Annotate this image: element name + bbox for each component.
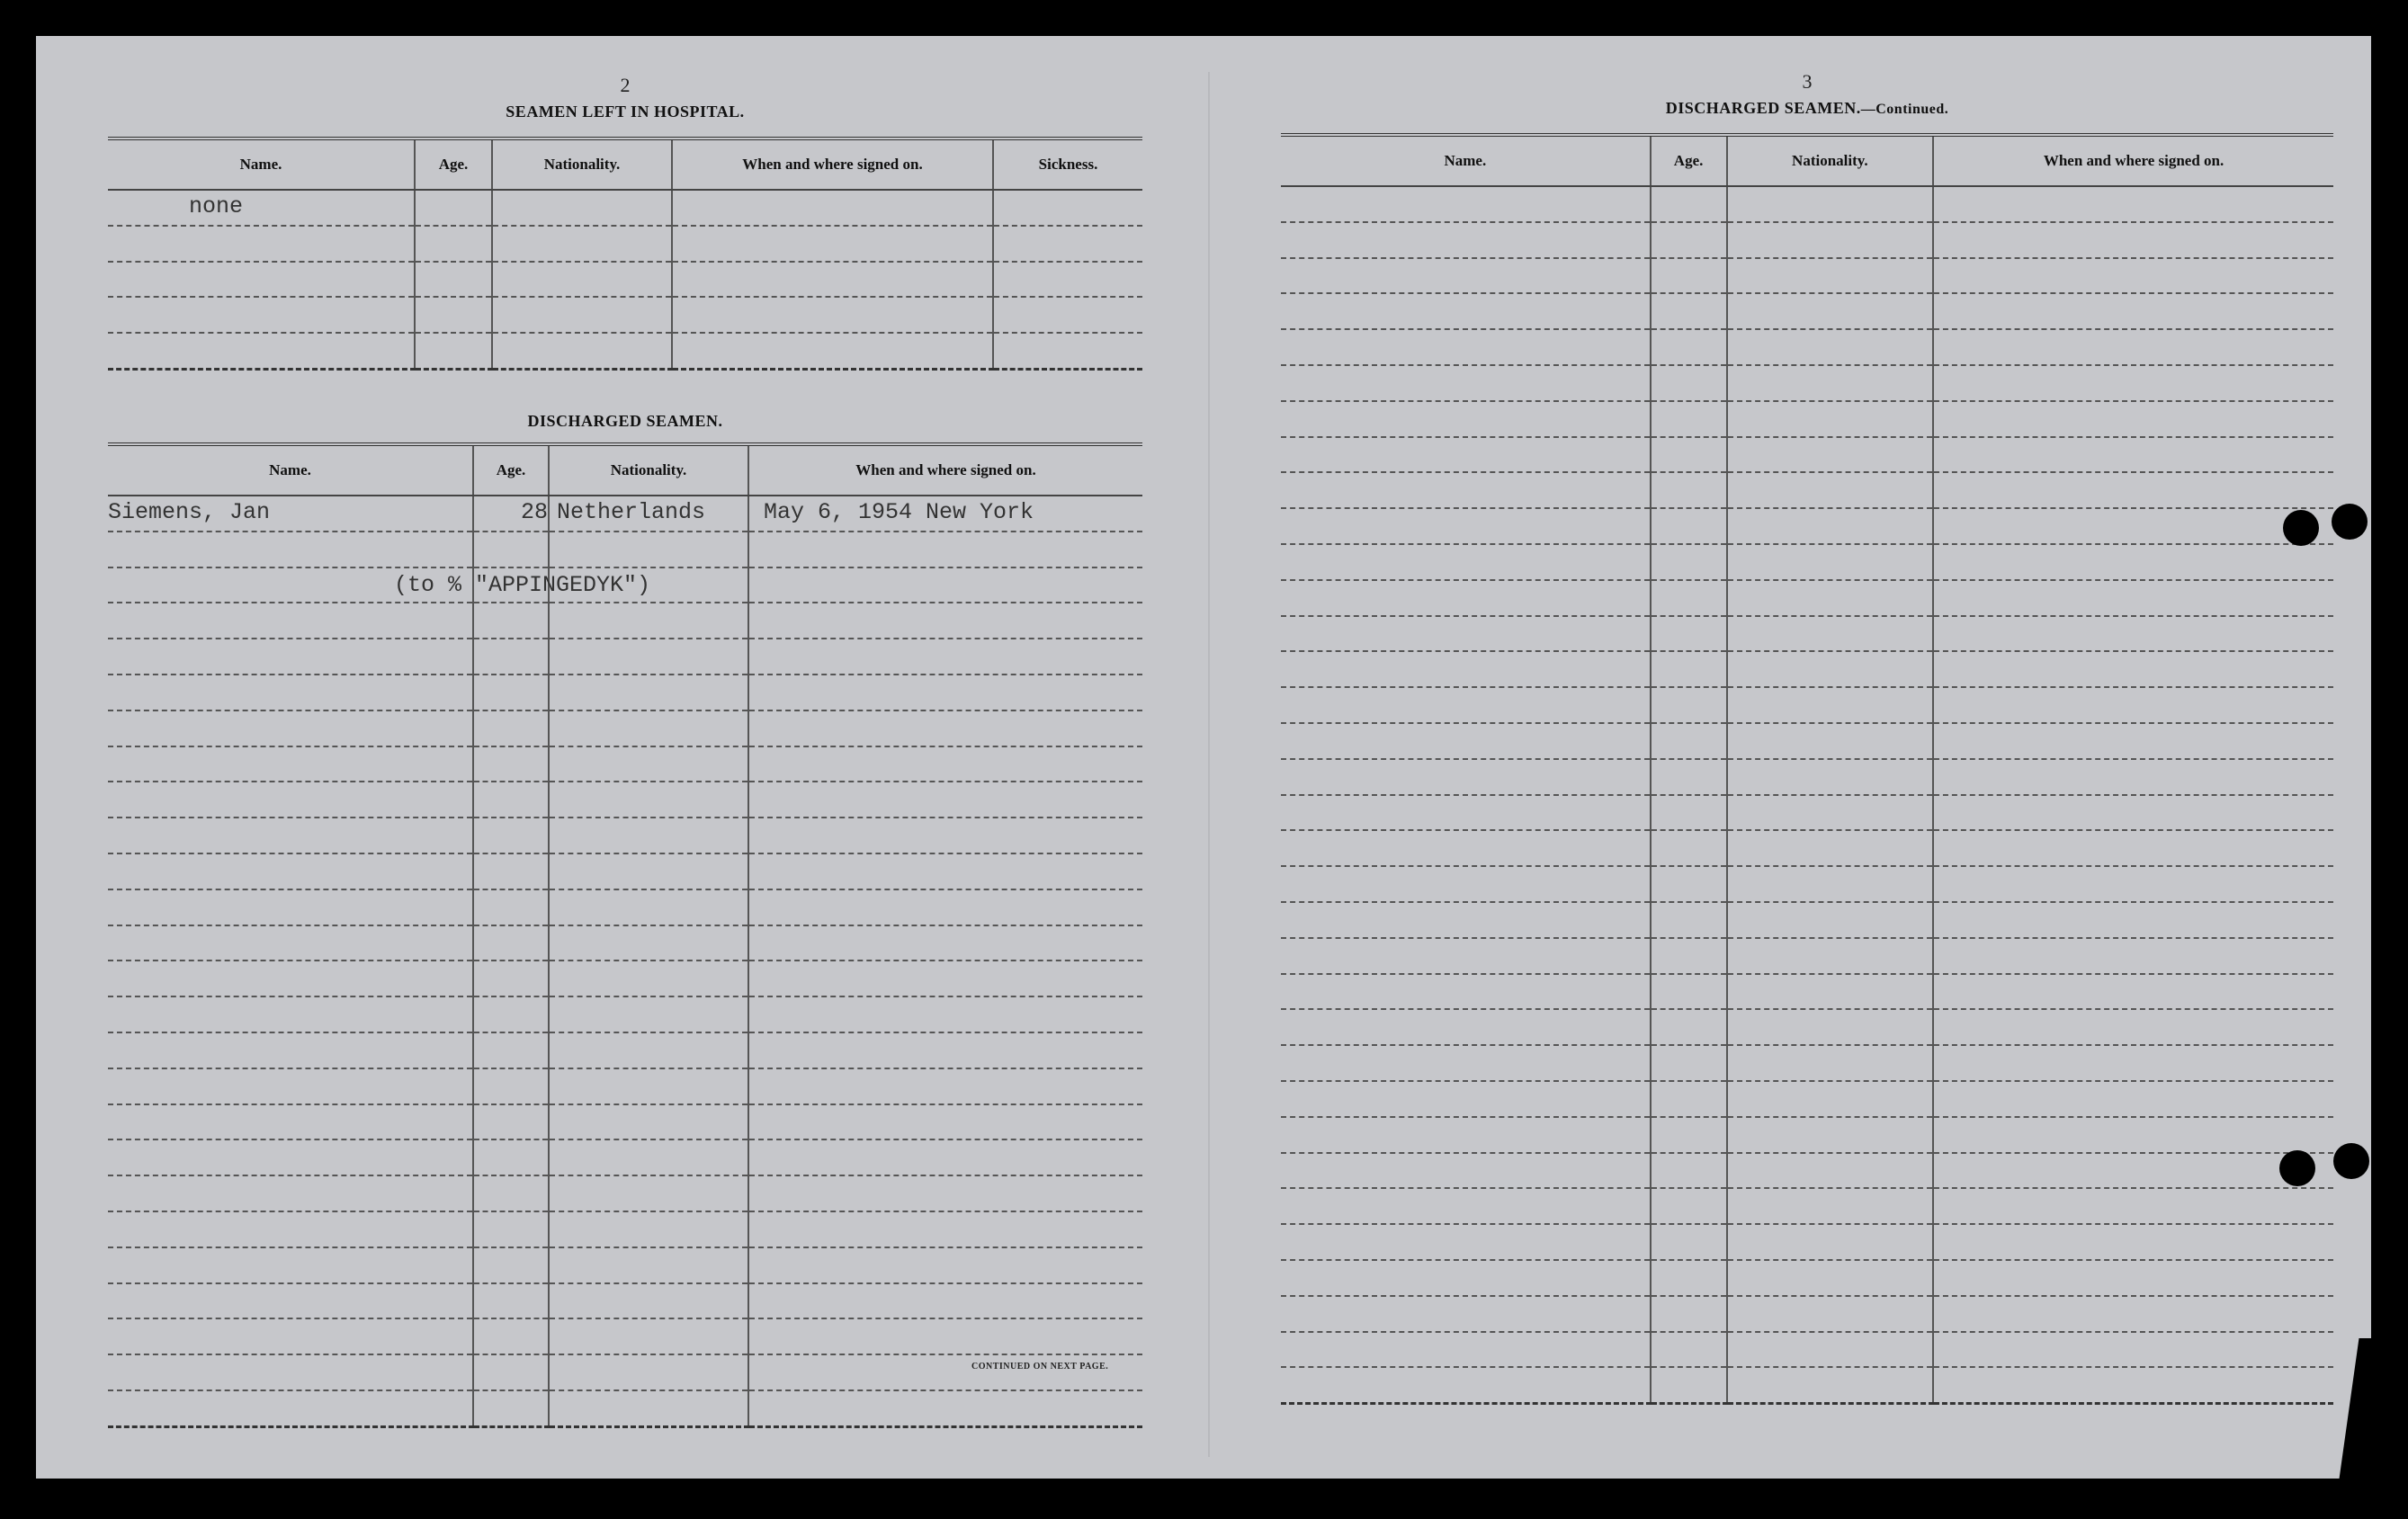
page-fold bbox=[1208, 72, 1210, 1457]
table-row bbox=[1281, 723, 2333, 759]
table-row bbox=[108, 496, 1142, 532]
table-row bbox=[1281, 1117, 2333, 1153]
column-header-signed-on: When and where signed on. bbox=[748, 444, 1142, 496]
table-row bbox=[1281, 1224, 2333, 1260]
punch-hole bbox=[2283, 510, 2319, 546]
column-header-nationality: Nationality. bbox=[492, 138, 672, 190]
table-row bbox=[1281, 1081, 2333, 1117]
table-row bbox=[108, 1068, 1142, 1104]
column-header-signed-on: When and where signed on. bbox=[1933, 135, 2333, 186]
table-row bbox=[108, 710, 1142, 746]
hospital-entry-name: none bbox=[108, 190, 415, 226]
table-row bbox=[108, 532, 1142, 567]
table-row bbox=[108, 1032, 1142, 1068]
column-header-name: Name. bbox=[1281, 135, 1651, 186]
table-row bbox=[108, 675, 1142, 710]
table-row bbox=[1281, 902, 2333, 938]
table-row bbox=[108, 961, 1142, 996]
table-row bbox=[1281, 1332, 2333, 1368]
table-row bbox=[108, 1175, 1142, 1211]
discharged-continued-table bbox=[1281, 133, 2333, 1405]
table-row bbox=[1281, 1188, 2333, 1224]
table-row bbox=[108, 603, 1142, 639]
table-header-row bbox=[108, 138, 1142, 190]
table-row bbox=[1281, 508, 2333, 544]
table-row bbox=[108, 226, 1142, 262]
column-header-age: Age. bbox=[1651, 135, 1727, 186]
ledger-sheet bbox=[36, 36, 2371, 1479]
seaman-nationality: Netherlands bbox=[549, 496, 748, 532]
table-row bbox=[108, 925, 1142, 961]
table-row bbox=[108, 1139, 1142, 1175]
table-row bbox=[1281, 1153, 2333, 1189]
table-row bbox=[1281, 616, 2333, 652]
column-header-sickness: Sickness. bbox=[993, 138, 1142, 190]
column-header-age: Age. bbox=[473, 444, 549, 496]
table-row bbox=[1281, 866, 2333, 902]
table-row bbox=[1281, 938, 2333, 974]
table-row bbox=[1281, 437, 2333, 473]
table-row bbox=[108, 1104, 1142, 1140]
table-row bbox=[108, 190, 1142, 226]
table-row bbox=[108, 818, 1142, 853]
page-number: 2 bbox=[620, 74, 631, 96]
table-header-row bbox=[108, 444, 1142, 496]
table-row bbox=[1281, 1367, 2333, 1403]
table-row bbox=[1281, 651, 2333, 687]
table-row bbox=[1281, 1009, 2333, 1045]
table-row bbox=[108, 262, 1142, 298]
table-row bbox=[108, 1318, 1142, 1354]
page-number: 3 bbox=[1802, 70, 1813, 93]
table-row bbox=[1281, 1045, 2333, 1081]
seaman-name: Siemens, Jan bbox=[108, 496, 473, 532]
seaman-signed-on: May 6, 1954 New York bbox=[748, 496, 1142, 532]
table-row bbox=[108, 782, 1142, 818]
table-row bbox=[108, 1247, 1142, 1283]
table-header-row bbox=[1281, 135, 2333, 186]
table-row bbox=[1281, 687, 2333, 723]
table-row bbox=[1281, 186, 2333, 222]
punch-hole bbox=[2333, 1143, 2369, 1179]
table-row bbox=[108, 1390, 1142, 1426]
column-header-age: Age. bbox=[415, 138, 492, 190]
column-header-signed-on: When and where signed on. bbox=[672, 138, 993, 190]
table-row bbox=[108, 1211, 1142, 1247]
column-header-name: Name. bbox=[108, 138, 415, 190]
continued-note: CONTINUED ON NEXT PAGE. bbox=[971, 1362, 1109, 1372]
table-row bbox=[1281, 544, 2333, 580]
table-row bbox=[1281, 401, 2333, 437]
table-row bbox=[1281, 329, 2333, 365]
column-header-name: Name. bbox=[108, 444, 473, 496]
table-row bbox=[1281, 759, 2333, 795]
table-row bbox=[1281, 222, 2333, 258]
table-row bbox=[108, 1283, 1142, 1319]
table-row bbox=[1281, 258, 2333, 294]
column-header-nationality: Nationality. bbox=[549, 444, 748, 496]
column-header-nationality: Nationality. bbox=[1727, 135, 1934, 186]
hospital-table bbox=[108, 137, 1142, 371]
table-row bbox=[1281, 974, 2333, 1010]
discharged-section-title: DISCHARGED SEAMEN. bbox=[527, 412, 723, 430]
table-row bbox=[1281, 830, 2333, 866]
table-row bbox=[1281, 1260, 2333, 1296]
seaman-age: 28 bbox=[473, 496, 549, 532]
table-row bbox=[1281, 293, 2333, 329]
hospital-section-title: SEAMEN LEFT IN HOSPITAL. bbox=[506, 103, 745, 121]
table-row bbox=[1281, 472, 2333, 508]
discharged-continued-title: DISCHARGED SEAMEN.—Continued. bbox=[1665, 99, 1949, 117]
table-row bbox=[108, 853, 1142, 889]
table-row bbox=[1281, 580, 2333, 616]
table-row bbox=[108, 746, 1142, 782]
table-row bbox=[108, 333, 1142, 369]
table-row bbox=[1281, 795, 2333, 831]
table-row bbox=[108, 996, 1142, 1032]
table-row bbox=[1281, 1296, 2333, 1332]
transfer-note: (to % "APPINGEDYK") bbox=[394, 572, 651, 598]
table-row bbox=[108, 639, 1142, 675]
punch-hole bbox=[2279, 1150, 2315, 1186]
punch-hole bbox=[2332, 504, 2368, 540]
table-row bbox=[1281, 365, 2333, 401]
table-row bbox=[108, 889, 1142, 925]
table-row bbox=[108, 297, 1142, 333]
table-row bbox=[108, 1354, 1142, 1390]
